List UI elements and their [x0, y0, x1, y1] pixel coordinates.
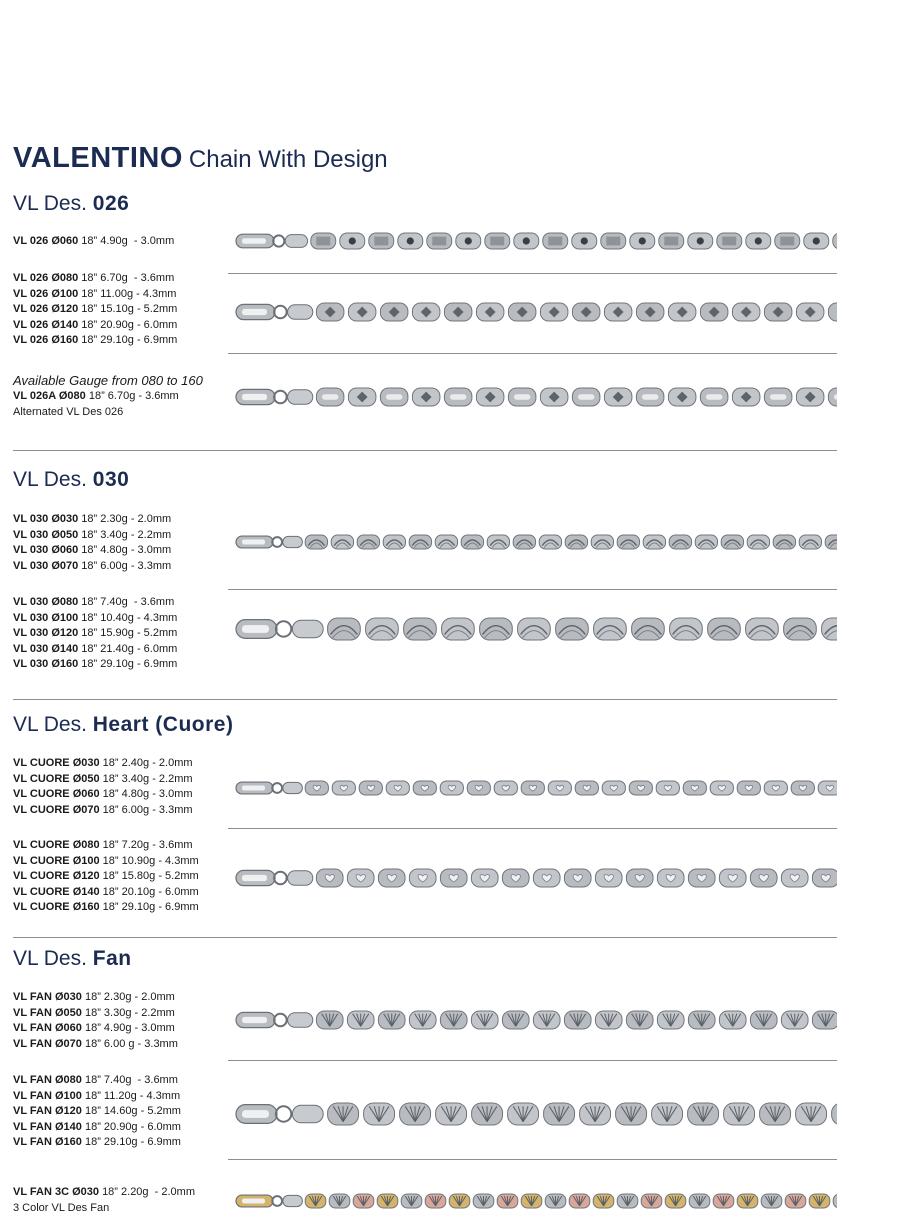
chain-image-fan — [228, 1092, 837, 1136]
spec-row — [13, 885, 199, 901]
spec-row — [13, 528, 171, 544]
product-spec: 18” 7.40g - 3.6mm — [81, 596, 175, 608]
jump-ring — [272, 783, 282, 793]
chain-image-026 — [228, 292, 837, 332]
spec-group — [13, 756, 193, 818]
product-code: VL CUORE Ø060 — [13, 788, 100, 801]
section-title-030: VL Des. 030 — [13, 468, 130, 491]
link-plain — [706, 394, 723, 399]
spec-row — [13, 1021, 178, 1037]
chain-link — [799, 535, 821, 549]
spec-row — [13, 512, 171, 528]
chain-link — [721, 535, 743, 549]
spec-row — [13, 271, 177, 287]
spec-row — [13, 302, 177, 318]
chain-link — [591, 535, 613, 549]
chain-link — [539, 535, 561, 549]
product-code: VL 030 Ø030 — [13, 513, 79, 525]
section-title-026: VL Des. 026 — [13, 192, 130, 215]
tag-plate — [292, 620, 323, 638]
divider — [228, 1060, 837, 1061]
spec-row — [13, 756, 193, 772]
spec-group — [13, 373, 203, 420]
spec-group — [13, 1185, 195, 1216]
clasp-highlight — [242, 1017, 267, 1023]
product-code: VL 030 Ø070 — [13, 559, 79, 572]
divider — [228, 589, 837, 590]
spec-row — [13, 595, 177, 611]
product-spec: 18” 4.90g - 3.0mm — [81, 235, 175, 247]
product-spec: 18” 11.00g - 4.3mm — [81, 287, 177, 300]
chain-link — [632, 618, 665, 640]
page-subtitle: Chain With Design — [188, 146, 388, 173]
spec-row — [13, 1185, 195, 1201]
product-code: VL FAN 3C Ø030 — [13, 1186, 99, 1198]
chain-image-fan-3color — [228, 1183, 837, 1219]
chain-link — [746, 618, 779, 640]
link-plain — [770, 394, 787, 399]
link-dot — [465, 237, 472, 244]
spec-row — [13, 333, 177, 349]
product-spec: 18” 29.10g - 6.9mm — [102, 901, 199, 914]
chain-link — [404, 618, 437, 640]
spec-row — [13, 657, 177, 673]
product-spec: 18” 6.70g - 3.6mm — [88, 390, 179, 402]
chain-link — [617, 535, 639, 549]
link-plain — [450, 394, 467, 399]
clasp-highlight — [242, 1199, 265, 1204]
spec-row — [13, 772, 193, 788]
product-spec: 18” 20.90g - 6.0mm — [84, 1120, 181, 1133]
spec-row — [13, 234, 174, 250]
chain-link — [828, 303, 837, 321]
chain-link — [383, 535, 405, 549]
product-spec: 18” 4.80g - 3.0mm — [102, 788, 193, 801]
product-spec: 18” 20.90g - 6.0mm — [81, 318, 178, 331]
chain-image-heart — [228, 858, 837, 898]
product-spec: 18” 6.70g - 3.6mm — [81, 272, 175, 284]
spec-group — [13, 990, 178, 1052]
jump-ring — [274, 391, 287, 404]
product-code: VL FAN Ø070 — [13, 1037, 82, 1050]
spec-row — [13, 389, 203, 405]
chain-image-heart-thin — [228, 770, 837, 806]
product-spec: 18” 15.10g - 5.2mm — [81, 303, 178, 316]
product-spec: 18” 11.20g - 4.3mm — [84, 1089, 181, 1102]
product-spec: 18” 2.20g - 2.0mm — [102, 1186, 195, 1198]
chain-image-fan-thin — [228, 1000, 837, 1040]
spec-row — [13, 1073, 181, 1089]
link-plain — [322, 394, 339, 399]
chain-link — [832, 1103, 837, 1125]
spec-group — [13, 512, 171, 574]
link-texture — [722, 237, 736, 246]
chain-image-030-thin — [228, 524, 837, 560]
link-dot — [639, 237, 646, 244]
link-texture — [490, 237, 504, 246]
product-code: VL 026A Ø080 — [13, 390, 86, 402]
link-texture — [316, 237, 330, 246]
tag-plate — [288, 305, 313, 319]
product-spec: 18” 15.80g - 5.2mm — [102, 870, 199, 883]
product-code: VL 030 Ø120 — [13, 627, 79, 640]
link-texture — [374, 237, 388, 246]
product-code: VL 030 Ø140 — [13, 642, 79, 655]
chain-link — [461, 535, 483, 549]
chain-link — [695, 535, 717, 549]
chain-link — [833, 1194, 837, 1208]
chain-link — [556, 618, 589, 640]
product-spec: 18” 7.20g - 3.6mm — [102, 839, 193, 851]
chain-link — [409, 535, 431, 549]
spec-row — [13, 543, 171, 559]
product-code: VL 026 Ø080 — [13, 272, 79, 284]
chain-link — [442, 618, 475, 640]
clasp-highlight — [242, 309, 267, 315]
product-code: VL FAN Ø060 — [13, 1022, 82, 1035]
spec-row — [13, 1089, 181, 1105]
product-code: VL CUORE Ø100 — [13, 854, 100, 867]
jump-ring — [274, 872, 287, 885]
chain-link — [513, 535, 535, 549]
product-spec: 18” 10.90g - 4.3mm — [102, 854, 199, 867]
clasp-highlight — [242, 875, 267, 881]
spec-row — [13, 287, 177, 303]
link-plain — [642, 394, 659, 399]
product-code: VL 026 Ø060 — [13, 235, 79, 247]
jump-ring — [272, 1196, 282, 1206]
gauge-note: Available Gauge from 080 to 160 — [13, 373, 203, 388]
product-spec: 18” 15.90g - 5.2mm — [81, 627, 178, 640]
product-code: VL 030 Ø050 — [13, 528, 79, 541]
spec-row — [13, 559, 171, 575]
product-code: VL CUORE Ø140 — [13, 885, 100, 898]
chain-link — [435, 535, 457, 549]
divider — [228, 353, 837, 354]
chain-image-030 — [228, 608, 837, 650]
chain-image-026a — [228, 378, 837, 416]
product-code: VL CUORE Ø080 — [13, 839, 100, 851]
jump-ring — [273, 235, 284, 246]
clasp-highlight — [242, 625, 269, 633]
product-spec: 18” 2.40g - 2.0mm — [102, 757, 193, 769]
product-code: VL CUORE Ø030 — [13, 757, 100, 769]
product-spec: 18” 6.00 g - 3.3mm — [84, 1037, 178, 1050]
link-texture — [664, 237, 678, 246]
spec-row — [13, 1135, 181, 1151]
product-spec: 18” 3.30g - 2.2mm — [84, 1006, 175, 1019]
spec-row — [13, 803, 193, 819]
chain-link — [357, 535, 379, 549]
tag-plate — [288, 871, 313, 885]
spec-group — [13, 271, 177, 349]
jump-ring — [274, 1014, 287, 1027]
spec-row — [13, 1104, 181, 1120]
product-spec: 18” 6.00g - 3.3mm — [81, 559, 172, 572]
product-code: VL 026 Ø140 — [13, 318, 79, 331]
chain-link — [487, 535, 509, 549]
chain-link — [331, 535, 353, 549]
spec-row — [13, 869, 199, 885]
link-dot — [813, 237, 820, 244]
product-spec: 18” 29.10g - 6.9mm — [81, 658, 178, 671]
product-code: VL 026 Ø100 — [13, 287, 79, 300]
brand-name: VALENTINO — [13, 142, 183, 174]
section-title-fan: VL Des. Fan — [13, 947, 132, 970]
spec-row — [13, 787, 193, 803]
link-dot — [581, 237, 588, 244]
link-plain — [578, 394, 595, 399]
tag-plate — [285, 235, 307, 248]
product-code: VL 030 Ø160 — [13, 658, 79, 671]
chain-link — [773, 535, 795, 549]
product-spec: 18” 2.30g - 2.0mm — [84, 991, 175, 1003]
product-code: VL FAN Ø160 — [13, 1136, 82, 1149]
product-code: VL FAN Ø120 — [13, 1105, 82, 1118]
jump-ring — [276, 1106, 291, 1121]
product-spec: 18” 3.40g - 2.2mm — [81, 528, 172, 541]
product-spec: 18” 14.60g - 5.2mm — [84, 1105, 181, 1118]
clasp-highlight — [242, 786, 265, 791]
link-texture — [432, 237, 446, 246]
product-code: VL 030 Ø060 — [13, 544, 79, 557]
link-texture — [606, 237, 620, 246]
product-spec: 18” 2.30g - 2.0mm — [81, 513, 172, 525]
spec-row — [13, 626, 177, 642]
clasp-highlight — [242, 394, 267, 400]
product-code: VL FAN Ø080 — [13, 1074, 82, 1086]
chain-link — [784, 618, 817, 640]
spec-row — [13, 854, 199, 870]
product-code: VL 026 Ø120 — [13, 303, 79, 316]
link-dot — [755, 237, 762, 244]
chain-link — [833, 233, 837, 249]
product-spec: 18” 29.10g - 6.9mm — [84, 1136, 181, 1149]
divider — [13, 937, 837, 938]
chain-link — [670, 618, 703, 640]
clasp-highlight — [242, 540, 265, 545]
chain-image-026-thin — [228, 222, 837, 260]
spec-row — [13, 1037, 178, 1053]
chain-link — [708, 618, 741, 640]
link-dot — [697, 237, 704, 244]
section-title-heart: VL Des. Heart (Cuore) — [13, 713, 234, 736]
link-plain — [514, 394, 531, 399]
jump-ring — [274, 306, 287, 319]
product-spec: 18” 6.00g - 3.3mm — [102, 803, 193, 816]
chain-link — [328, 618, 361, 640]
product-code: VL CUORE Ø070 — [13, 803, 100, 816]
link-texture — [548, 237, 562, 246]
product-code: VL 030 Ø100 — [13, 611, 79, 624]
chain-link — [747, 535, 769, 549]
product-code: VL CUORE Ø050 — [13, 772, 100, 785]
product-code: VL FAN Ø100 — [13, 1089, 82, 1102]
spec-group — [13, 595, 177, 673]
link-texture — [780, 237, 794, 246]
divider — [13, 450, 837, 451]
spec-row — [13, 838, 199, 854]
link-dot — [349, 237, 356, 244]
tag-plate — [283, 1195, 303, 1206]
product-code: VL FAN Ø050 — [13, 1006, 82, 1019]
product-code: VL 030 Ø080 — [13, 596, 79, 608]
chain-link — [669, 535, 691, 549]
divider — [228, 828, 837, 829]
product-caption: Alternated VL Des 026 — [13, 405, 124, 418]
product-code: VL CUORE Ø160 — [13, 901, 100, 914]
tag-plate — [283, 536, 303, 547]
spec-row — [13, 642, 177, 658]
product-code: VL CUORE Ø120 — [13, 870, 100, 883]
jump-ring — [272, 537, 282, 547]
product-spec: 18” 20.10g - 6.0mm — [102, 885, 199, 898]
product-code: VL FAN Ø140 — [13, 1120, 82, 1133]
spec-group — [13, 1073, 181, 1151]
spec-row — [13, 1006, 178, 1022]
tag-plate — [288, 1013, 313, 1027]
chain-link — [480, 618, 513, 640]
product-caption: 3 Color VL Des Fan — [13, 1201, 110, 1214]
clasp-highlight — [242, 238, 266, 244]
product-spec: 18” 29.10g - 6.9mm — [81, 334, 178, 347]
chain-link — [366, 618, 399, 640]
chain-link — [594, 618, 627, 640]
product-spec: 18” 4.90g - 3.0mm — [84, 1022, 175, 1035]
spec-group — [13, 838, 199, 916]
link-plain — [386, 394, 403, 399]
clasp-highlight — [242, 1110, 269, 1118]
spec-group — [13, 234, 174, 250]
divider — [228, 1159, 837, 1160]
chain-link — [643, 535, 665, 549]
chain-link — [518, 618, 551, 640]
product-spec: 18” 4.80g - 3.0mm — [81, 544, 172, 557]
product-code: VL 026 Ø160 — [13, 334, 79, 347]
link-dot — [407, 237, 414, 244]
divider — [228, 273, 837, 274]
spec-row — [13, 611, 177, 627]
spec-row — [13, 990, 178, 1006]
chain-link — [565, 535, 587, 549]
product-spec: 18” 3.40g - 2.2mm — [102, 772, 193, 785]
product-spec: 18” 21.40g - 6.0mm — [81, 642, 178, 655]
spec-row — [13, 900, 199, 916]
tag-plate — [292, 1105, 323, 1123]
product-spec: 18” 10.40g - 4.3mm — [81, 611, 178, 624]
link-dot — [523, 237, 530, 244]
page-title — [13, 142, 388, 175]
jump-ring — [276, 621, 291, 636]
tag-plate — [288, 390, 313, 404]
tag-plate — [283, 782, 303, 793]
product-spec: 18” 7.40g - 3.6mm — [84, 1074, 178, 1086]
divider — [13, 699, 837, 700]
spec-row — [13, 318, 177, 334]
product-code: VL FAN Ø030 — [13, 991, 82, 1003]
chain-link — [305, 535, 327, 549]
spec-row — [13, 1120, 181, 1136]
